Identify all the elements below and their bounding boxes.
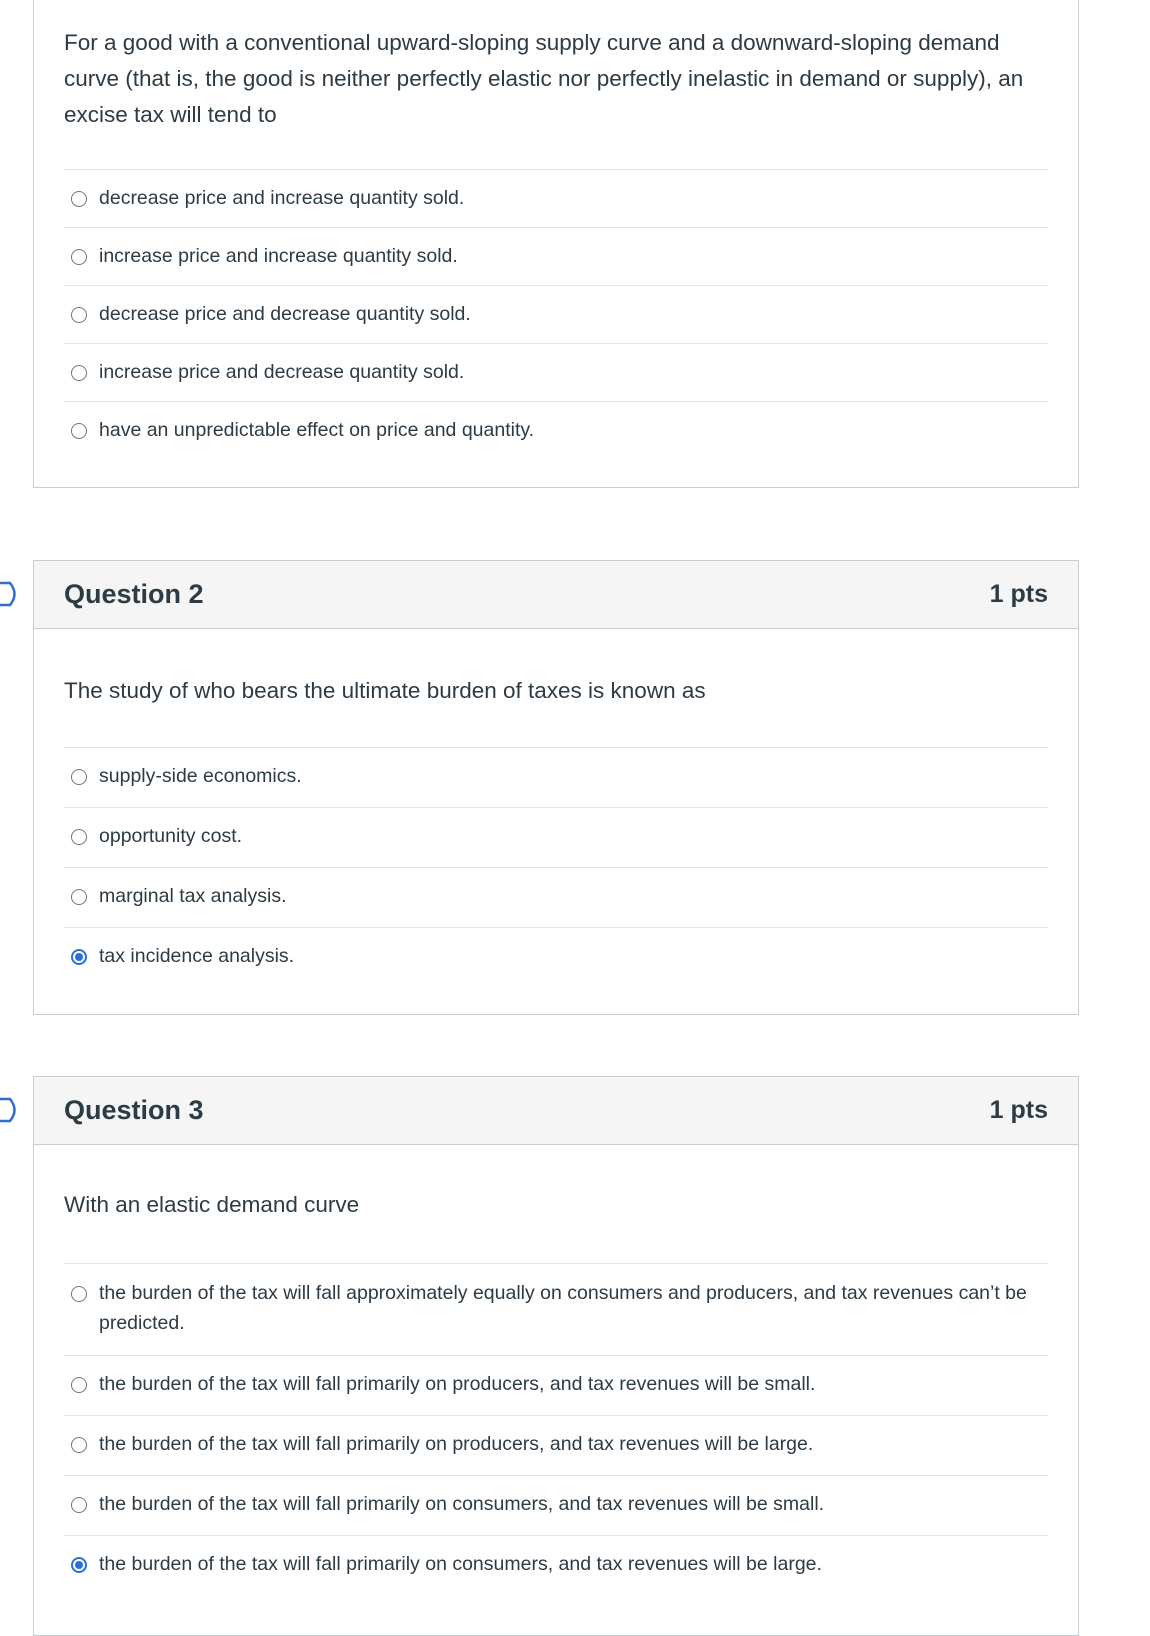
answer-option[interactable] [64, 748, 1048, 808]
radio-button[interactable] [71, 365, 87, 381]
answer-label: marginal tax analysis. [99, 885, 287, 907]
radio-button[interactable] [71, 249, 87, 265]
radio-button[interactable] [71, 307, 87, 323]
answer-label: increase price and decrease quantity sold. [99, 361, 465, 383]
answer-option[interactable] [64, 286, 1048, 344]
question-1-answers [64, 169, 1048, 460]
answer-label: decrease price and decrease quantity sold. [99, 303, 471, 325]
radio-button[interactable] [71, 1286, 87, 1302]
flag-question-icon[interactable] [0, 1097, 20, 1123]
radio-button[interactable] [71, 769, 87, 785]
answer-label: have an unpredictable effect on price and quantity. [99, 419, 535, 441]
question-2-text: The study of who bears the ultimate burden of taxes is known as [64, 678, 706, 703]
radio-button[interactable] [71, 1497, 87, 1513]
question-2 [33, 560, 1079, 1015]
answer-option-selected[interactable] [64, 928, 1048, 988]
question-1-text: For a good with a conventional upward-sloping supply curve and a downward-sloping demand curve (that is, the good is neither perfectly elastic nor perfectly inelastic in demand or supply), an excise tax will tend to [64, 30, 1024, 127]
answer-option-selected[interactable] [64, 1536, 1048, 1596]
answer-option[interactable] [64, 228, 1048, 286]
answer-option[interactable] [64, 808, 1048, 868]
radio-button-checked[interactable] [71, 1557, 87, 1573]
question-points: 1 pts [989, 580, 1048, 608]
question-2-body [34, 629, 1078, 988]
answer-option[interactable] [64, 170, 1048, 228]
question-2-header [34, 561, 1078, 629]
answer-label: decrease price and increase quantity sold. [99, 187, 465, 209]
question-title: Question 3 [64, 1095, 204, 1125]
answer-option[interactable] [64, 344, 1048, 402]
question-3-answers [64, 1263, 1048, 1596]
question-3-body [34, 1145, 1078, 1596]
answer-label: the burden of the tax will fall primarily on producers, and tax revenues will be large. [99, 1433, 814, 1455]
question-3-header [34, 1077, 1078, 1145]
question-3 [33, 1076, 1079, 1636]
answer-label: increase price and increase quantity sold. [99, 245, 458, 267]
answer-label: the burden of the tax will fall approximately equally on consumers and producers, and tax revenues can’t be predicted. [99, 1282, 1027, 1334]
answer-label: the burden of the tax will fall primarily on producers, and tax revenues will be small. [99, 1373, 816, 1395]
radio-button[interactable] [71, 1437, 87, 1453]
answer-option[interactable] [64, 1356, 1048, 1416]
question-3-text: With an elastic demand curve [64, 1192, 360, 1217]
question-2-answers [64, 747, 1048, 988]
radio-button-checked[interactable] [71, 949, 87, 965]
radio-button[interactable] [71, 889, 87, 905]
radio-button[interactable] [71, 829, 87, 845]
answer-option[interactable] [64, 402, 1048, 460]
answer-label: opportunity cost. [99, 825, 243, 847]
answer-label: the burden of the tax will fall primarily on consumers, and tax revenues will be small. [99, 1493, 825, 1515]
answer-label: supply-side economics. [99, 765, 302, 787]
answer-option[interactable] [64, 868, 1048, 928]
answer-option[interactable] [64, 1476, 1048, 1536]
flag-question-icon[interactable] [0, 581, 20, 607]
radio-button[interactable] [71, 423, 87, 439]
answer-option[interactable] [64, 1264, 1048, 1356]
radio-button[interactable] [71, 191, 87, 207]
answer-option[interactable] [64, 1416, 1048, 1476]
question-title: Question 2 [64, 579, 204, 609]
answer-label: tax incidence analysis. [99, 945, 295, 967]
answer-label: the burden of the tax will fall primarily on consumers, and tax revenues will be large. [99, 1553, 822, 1575]
question-points: 1 pts [989, 1096, 1048, 1124]
radio-button[interactable] [71, 1377, 87, 1393]
question-1-body [34, 0, 1078, 460]
question-1 [33, 0, 1079, 488]
